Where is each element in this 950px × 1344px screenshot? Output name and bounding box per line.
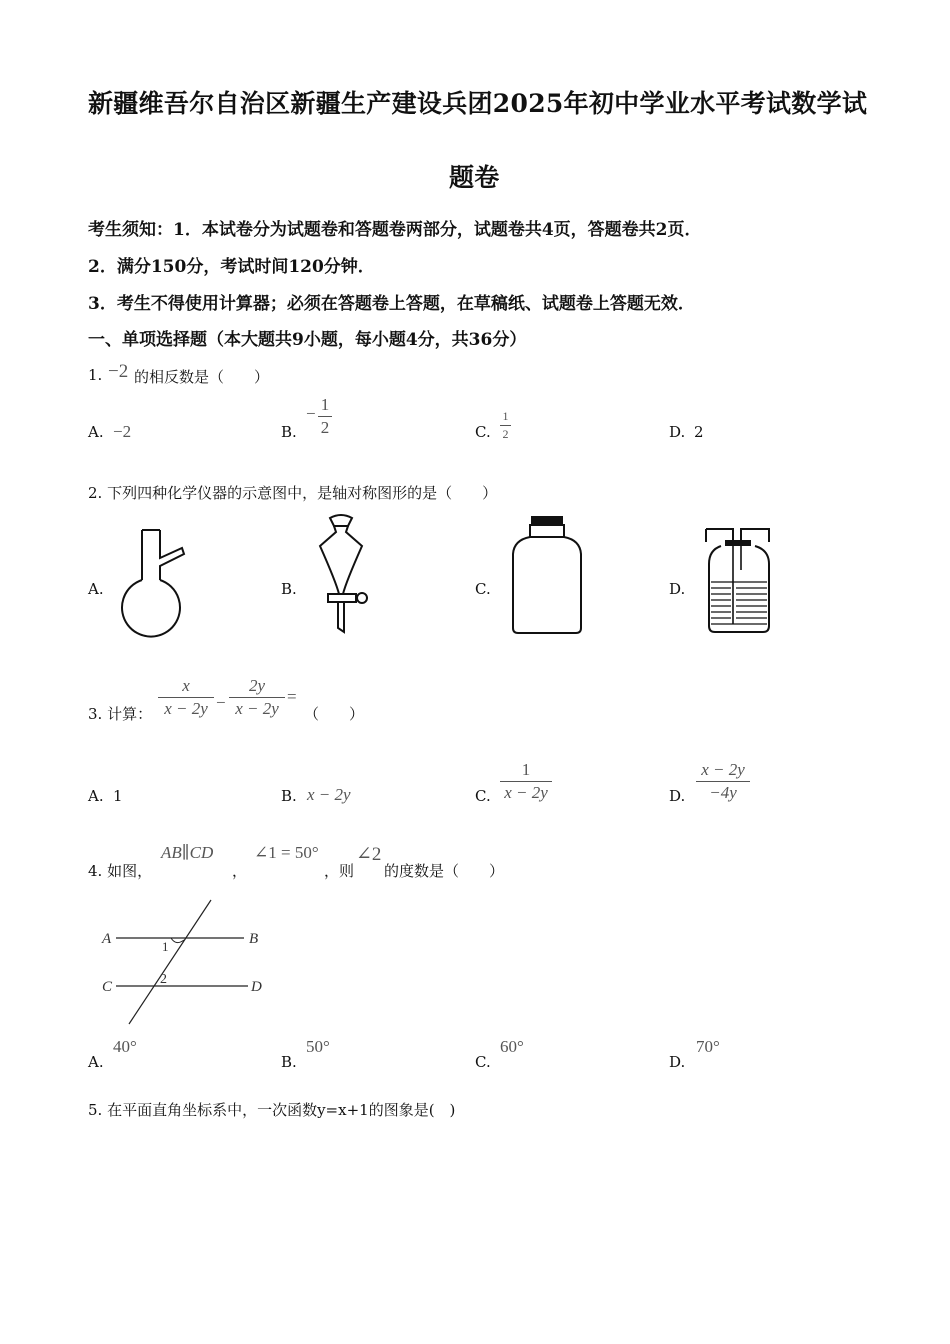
angle-1-label: 1 bbox=[162, 939, 169, 954]
round-flask-figure bbox=[120, 528, 190, 638]
angle-1-arc bbox=[171, 938, 184, 943]
q1-option-b-fraction bbox=[318, 395, 332, 438]
q3-option-d-fraction bbox=[696, 760, 750, 803]
angle-2-label: 2 bbox=[160, 972, 167, 987]
q1-option-c-denominator: 2 bbox=[502, 427, 509, 441]
fraction-bar bbox=[500, 781, 552, 782]
q1-option-d-label[interactable]: D. bbox=[669, 423, 686, 441]
q3-fraction-2 bbox=[229, 676, 285, 719]
q3-option-c-numerator: 1 bbox=[521, 760, 531, 779]
q3-option-b-value: x − 2y bbox=[307, 785, 351, 804]
q1-option-c-fraction bbox=[500, 409, 511, 442]
separatory-funnel-figure bbox=[312, 512, 377, 637]
q3-option-c-denominator: x − 2y bbox=[504, 783, 548, 802]
q1-option-a-value: −2 bbox=[113, 422, 132, 441]
q4-option-d-value: 70° bbox=[696, 1037, 720, 1056]
q3-fraction-1-numerator: x bbox=[182, 676, 190, 695]
q3-equals: = bbox=[287, 687, 297, 706]
q3-option-c-label[interactable]: C. bbox=[475, 787, 491, 805]
q4-condition-angle1: ∠1 = 50° bbox=[254, 843, 319, 862]
q2-option-a-label[interactable]: A. bbox=[88, 580, 104, 598]
q1-option-b-numerator: 1 bbox=[320, 395, 330, 414]
point-b-label: B bbox=[249, 931, 259, 947]
page-title-line1: 新疆维吾尔自治区新疆生产建设兵团2025年初中学业水平考试数学试 bbox=[88, 89, 868, 118]
q3-option-d-numerator: x − 2y bbox=[701, 760, 745, 779]
q4-option-c-label[interactable]: C. bbox=[475, 1053, 491, 1071]
q3-prefix: 3. 计算： bbox=[88, 705, 153, 723]
q3-fraction-1-denominator: x − 2y bbox=[164, 699, 208, 718]
transversal-line bbox=[129, 900, 211, 1024]
q3-option-c-fraction bbox=[500, 760, 552, 803]
q3-fraction-2-denominator: x − 2y bbox=[235, 699, 279, 718]
q1-option-d-value: 2 bbox=[694, 423, 704, 441]
q3-option-a-label[interactable]: A. bbox=[88, 787, 104, 805]
q2-text: 2. 下列四种化学仪器的示意图中，是轴对称图形的是（ ） bbox=[88, 484, 498, 502]
q3-fraction-2-numerator: 2y bbox=[248, 676, 266, 695]
q1-option-a-label[interactable]: A. bbox=[88, 423, 104, 441]
gas-washing-bottle-figure bbox=[703, 524, 775, 638]
q1-option-b-sign: − bbox=[306, 404, 316, 423]
reagent-bottle-figure bbox=[508, 514, 588, 638]
q5-text: 5. 在平面直角坐标系中，一次函数y=x+1的图象是( ) bbox=[88, 1101, 456, 1119]
q4-option-b-label[interactable]: B. bbox=[281, 1053, 297, 1071]
q1-expression: −2 bbox=[108, 361, 129, 382]
q4-tail: 的度数是（ ） bbox=[384, 862, 505, 880]
fraction-bar bbox=[500, 425, 511, 426]
q1-option-c-label[interactable]: C. bbox=[475, 423, 491, 441]
q4-option-a-label[interactable]: A. bbox=[88, 1053, 104, 1071]
fraction-bar bbox=[229, 697, 285, 698]
q3-option-d-label[interactable]: D. bbox=[669, 787, 686, 805]
q3-minus: − bbox=[216, 693, 226, 712]
q1-number: 1. bbox=[88, 366, 103, 384]
fraction-bar bbox=[318, 416, 332, 417]
notice-line2: 2．满分150分，考试时间120分钟． bbox=[88, 257, 375, 277]
q3-fraction-1 bbox=[158, 676, 214, 719]
q2-option-d-label[interactable]: D. bbox=[669, 580, 686, 598]
q3-option-b-label[interactable]: B. bbox=[281, 787, 297, 805]
q4-prefix: 4. 如图， bbox=[88, 862, 153, 880]
q4-option-c-value: 60° bbox=[500, 1037, 524, 1056]
q1-text: 的相反数是（ ） bbox=[134, 368, 270, 386]
q4-option-b-value: 50° bbox=[306, 1037, 330, 1056]
parallel-lines-figure bbox=[96, 898, 276, 1030]
point-d-label: D bbox=[251, 979, 262, 995]
q2-option-b-label[interactable]: B. bbox=[281, 580, 297, 598]
q1-option-b-label[interactable]: B. bbox=[281, 423, 297, 441]
point-c-label: C bbox=[102, 979, 113, 995]
q4-comma: ， bbox=[232, 862, 248, 880]
q3-option-a-value: 1 bbox=[113, 787, 123, 805]
q1-option-b-denominator: 2 bbox=[320, 418, 330, 437]
fraction-bar bbox=[158, 697, 214, 698]
page-title-line2: 题卷 bbox=[449, 163, 500, 192]
q4-angle2: ∠2 bbox=[356, 844, 382, 865]
q4-condition-parallel: AB∥CD bbox=[161, 843, 214, 862]
q3-answer-paren: （ ） bbox=[304, 705, 365, 723]
q1-option-c-numerator: 1 bbox=[502, 409, 509, 423]
q3-option-d-denominator: −4y bbox=[709, 783, 737, 802]
q4-option-a-value: 40° bbox=[113, 1037, 137, 1056]
q2-option-c-label[interactable]: C. bbox=[475, 580, 491, 598]
point-a-label: A bbox=[102, 931, 112, 947]
q4-option-d-label[interactable]: D. bbox=[669, 1053, 686, 1071]
section-heading: 一、单项选择题（本大题共9小题，每小题4分，共36分） bbox=[88, 330, 527, 350]
fraction-bar bbox=[696, 781, 750, 782]
q4-then: ，则 bbox=[324, 862, 355, 880]
notice-line1: 考生须知：1．本试卷分为试题卷和答题卷两部分，试题卷共4页，答题卷共2页． bbox=[88, 220, 702, 240]
notice-line3: 3．考生不得使用计算器；必须在答题卷上答题，在草稿纸、试题卷上答题无效． bbox=[88, 294, 695, 314]
